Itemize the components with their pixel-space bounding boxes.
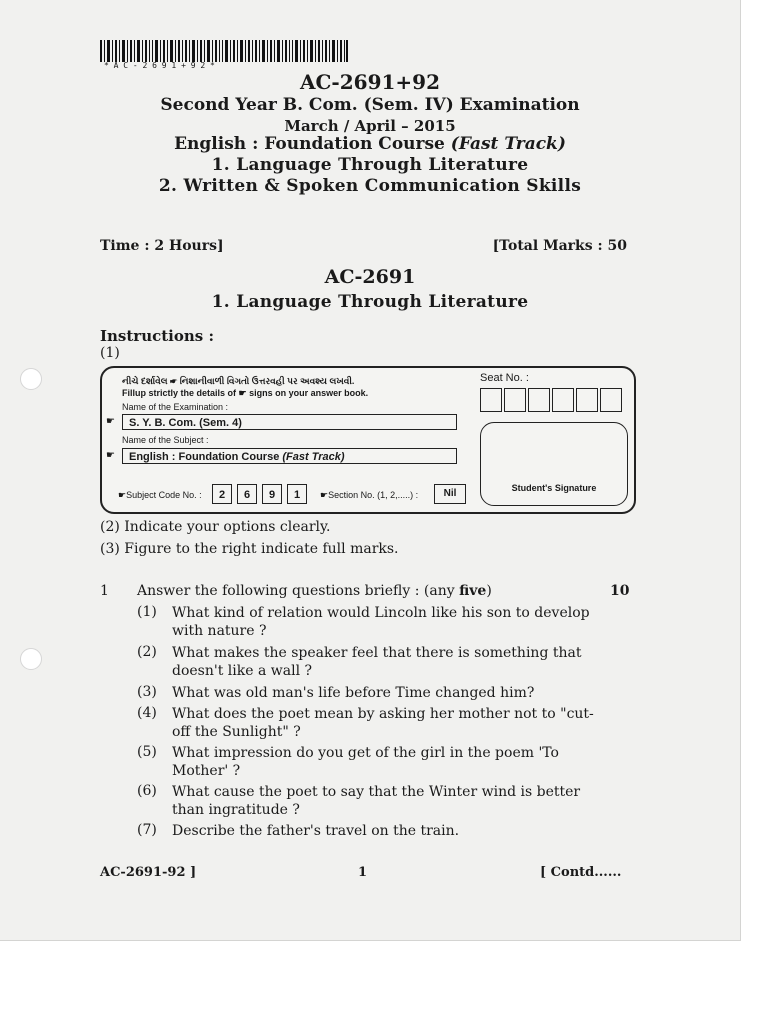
- exam-session: March / April – 2015: [284, 117, 456, 135]
- student-signature-box: [480, 422, 628, 506]
- course-name: English : Foundation Course: [174, 134, 451, 154]
- instructions-heading: Instructions :: [100, 327, 214, 345]
- footer-page-number: 1: [358, 865, 368, 880]
- total-marks: [Total Marks : 50: [492, 238, 627, 254]
- subject-title: 1. Language Through Literature: [211, 292, 529, 312]
- section-number-field: Nil: [434, 484, 466, 504]
- question-text-tail: ): [486, 583, 492, 599]
- course-title: [60, 134, 680, 154]
- subject-code-label: ☛Subject Code No. :: [118, 490, 202, 500]
- seat-number-box: [480, 388, 502, 412]
- sub-question-number: (1): [137, 604, 157, 620]
- subject-name-value: English : Foundation Course: [129, 451, 283, 463]
- answer-book-details-box: [100, 366, 636, 514]
- sub-question-number: (6): [137, 783, 157, 799]
- paper-code-title: AC-2691+92: [300, 70, 440, 94]
- sub-question-number: (4): [137, 705, 157, 721]
- instruction-item-1: (1): [100, 345, 120, 361]
- sub-question-text: What was old man's life before Time changed him?: [172, 685, 535, 701]
- subject-code-digit: 1: [287, 484, 307, 504]
- time-allowed: Time : 2 Hours]: [100, 238, 224, 254]
- subject-code-digit: 9: [262, 484, 282, 504]
- footer-continued: [ Contd......: [540, 865, 622, 880]
- instruction-item-3: (3) Figure to the right indicate full marks.: [100, 541, 399, 557]
- student-signature-label: Student's Signature: [511, 483, 597, 493]
- fillup-instruction: Fillup strictly the details of ☛ signs on your answer book.: [122, 388, 369, 398]
- question-text-lead: Answer the following questions briefly : (any: [137, 583, 460, 599]
- sub-question-text: What cause the poet to say that the Winter wind is better than ingratitude ?: [172, 784, 581, 818]
- question-number: 1: [100, 583, 109, 599]
- sub-question-number: (7): [137, 822, 157, 838]
- exam-name-label: Name of the Examination :: [122, 402, 229, 412]
- gujarati-instruction: નીચે દર્શાવેલ ☛ નિશાનીવાળી વિગતો ઉત્તરવહી પર અવશ્ય લખવી.: [122, 376, 355, 386]
- sub-question-text: What does the poet mean by asking her mother not to "cut-off the Sunlight" ?: [172, 706, 594, 740]
- seat-number-box: [576, 388, 598, 412]
- subject-code-heading: AC-2691: [324, 266, 416, 288]
- punch-hole: [20, 648, 42, 670]
- sub-question-text: What impression do you get of the girl in the poem 'To Mother' ?: [172, 745, 559, 779]
- seat-number-label: Seat No. :: [480, 372, 529, 384]
- subject-code-digit: 6: [237, 484, 257, 504]
- barcode-text: * A C - 2 6 9 1 + 9 2 *: [104, 61, 215, 70]
- punch-hole: [20, 368, 42, 390]
- seat-number-box: [528, 388, 550, 412]
- sub-question-text: What kind of relation would Lincoln like his son to develop with nature ?: [172, 605, 590, 639]
- paper-one-title: 1. Language Through Literature: [211, 155, 529, 175]
- footer-paper-code: AC-2691-92 ]: [100, 865, 197, 880]
- question-marks: 10: [610, 583, 630, 599]
- section-number-label: ☛Section No. (1, 2,.....) :: [320, 490, 419, 500]
- question-text-count: five: [459, 583, 487, 599]
- question-text: [137, 583, 492, 599]
- exam-title: Second Year B. Com. (Sem. IV) Examination: [160, 95, 580, 115]
- subject-name-label: Name of the Subject :: [122, 435, 209, 445]
- barcode: [100, 40, 348, 62]
- instruction-item-2: (2) Indicate your options clearly.: [100, 519, 331, 535]
- paper-two-title: 2. Written & Spoken Communication Skills: [158, 176, 582, 196]
- subject-name-track: (Fast Track): [282, 451, 345, 463]
- seat-number-box: [504, 388, 526, 412]
- pointing-hand-icon: ☛: [106, 450, 115, 461]
- subject-name-field: [122, 448, 457, 464]
- sub-question-text: Describe the father's travel on the train.: [172, 823, 460, 839]
- seat-number-box: [600, 388, 622, 412]
- sub-question-number: (2): [137, 644, 157, 660]
- sub-question-text: What makes the speaker feel that there is something that doesn't like a wall ?: [172, 645, 582, 679]
- seat-number-box: [552, 388, 574, 412]
- sub-question-number: (5): [137, 744, 157, 760]
- sub-question-number: (3): [137, 684, 157, 700]
- pointing-hand-icon: ☛: [106, 416, 115, 427]
- subject-code-digit: 2: [212, 484, 232, 504]
- course-track: (Fast Track): [450, 134, 566, 154]
- exam-name-field: S. Y. B. Com. (Sem. 4): [122, 414, 457, 430]
- question-1-row: [0, 583, 740, 603]
